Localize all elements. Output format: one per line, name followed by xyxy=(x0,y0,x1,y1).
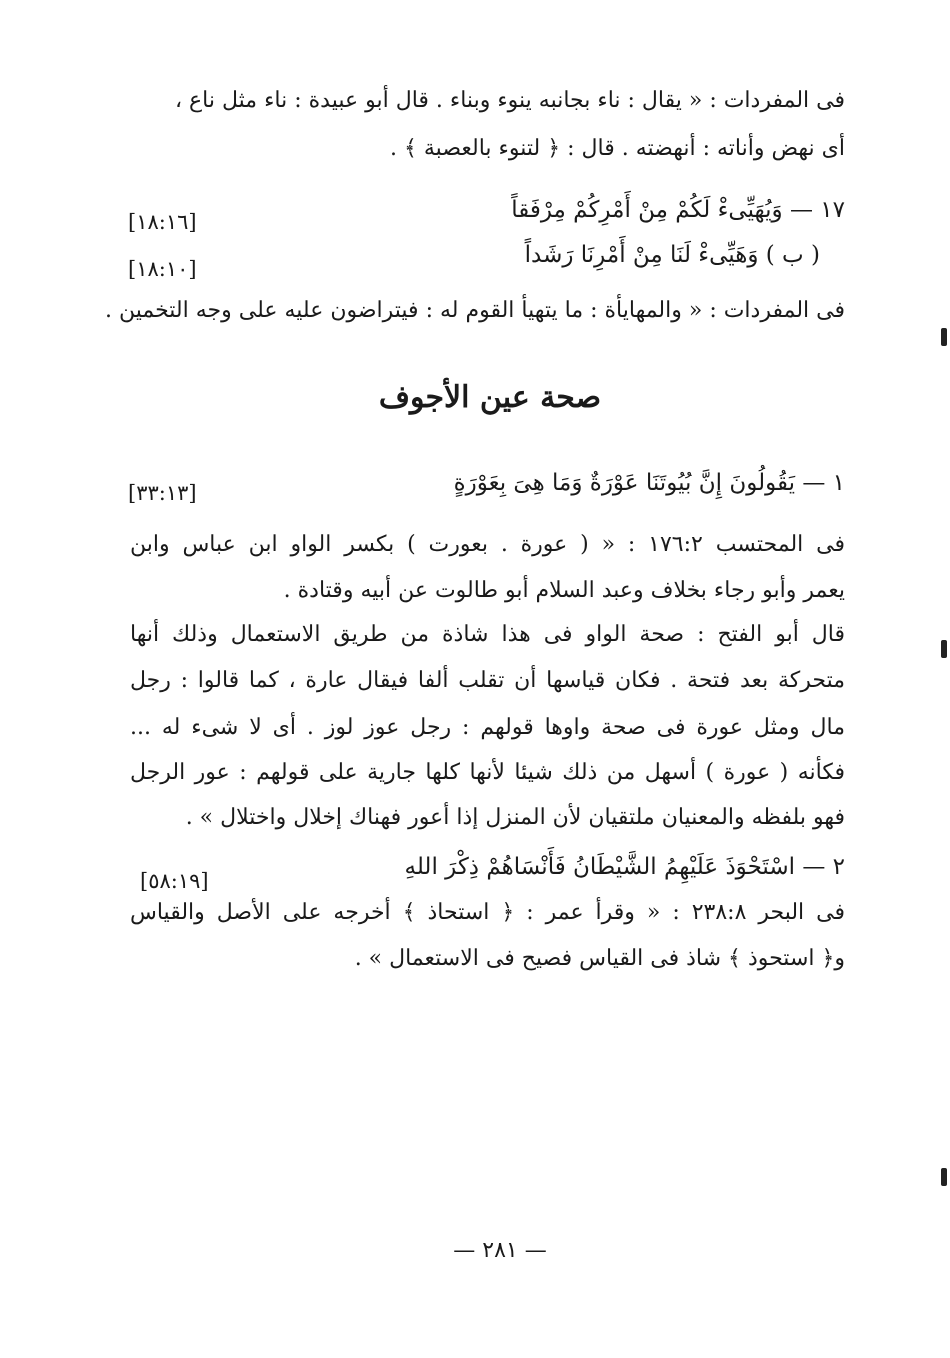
mufradat-line-2: أى نهض وأناته : أنهضته . قال : ﴿ لتنوء بالعصبة ﴾ . xyxy=(390,136,845,161)
bahr-line-2: و﴿ استحوذ ﴾ شاذ فى القياس فصيح فى الاستعمال » . xyxy=(354,946,845,971)
muhtasab-line-2: يعمر وأبو رجاء بخلاف وعبد السلام أبو طالوت عن أبيه وقتادة . xyxy=(283,578,845,603)
verse-1: ١ — يَقُولُونَ إِنَّ بُيُوتَنَا عَوْرَةٌ وَمَا هِىَ بِعَوْرَةٍ xyxy=(453,470,845,496)
verse-1-reference: [٣٣:١٣] xyxy=(128,481,197,505)
abu-alfath-line-2: متحركة بعد فتحة . فكان قياسها أن تقلب ألفا فيقال عارة ، كما قالوا : رجل xyxy=(130,668,845,693)
abu-alfath-line-5: فهو بلفظه والمعنيان ملتقيان لأن المنزل إذا أعور فهناك إخلال واختلال » . xyxy=(185,805,845,830)
verse-17-reference: [١٨:١٦] xyxy=(128,210,197,234)
margin-mark xyxy=(941,640,947,658)
bahr-line-1: فى البحر ٢٣٨:٨ : « وقرأ عمر : ﴿ استحاذ ﴾ أخرجه على الأصل والقياس xyxy=(130,900,845,925)
page-number: — ٢٨١ — xyxy=(453,1238,547,1263)
verse-17b-reference: [١٨:١٠] xyxy=(128,257,197,281)
section-heading: صحة عين الأجوف xyxy=(378,380,602,415)
verse-17: ١٧ — وَيُهَيِّىءْ لَكُمْ مِنْ أَمْرِكُمْ مِرْفَقاً xyxy=(511,197,845,223)
abu-alfath-line-1: قال أبو الفتح : صحة الواو فى هذا شاذة من طريق الاستعمال وذلك أنها xyxy=(130,622,845,647)
margin-mark xyxy=(941,328,947,346)
abu-alfath-line-3: مال ومثل عورة فى صحة واوها قولهم : رجل عوز لوز . أى لا شىء له ... xyxy=(130,715,845,740)
margin-mark xyxy=(941,1168,947,1186)
verse-2: ٢ — اسْتَحْوَذَ عَلَيْهِمُ الشَّيْطَانُ فَأَنْسَاهُمْ ذِكْرَ اللهِ xyxy=(404,854,845,880)
muhtasab-line-1: فى المحتسب ١٧٦:٢ : « ( عورة . بعورت ) بكسر الواو ابن عباس وابن xyxy=(130,532,845,557)
mufradat-line-3: فى المفردات : « والمهايأة : ما يتهيأ القوم له : فيتراضون عليه على وجه التخمين . xyxy=(105,298,845,323)
verse-17b: ( ب ) وَهَيِّىءْ لَنَا مِنْ أَمْرِنَا رَشَداً xyxy=(524,242,820,268)
mufradat-line-1: فى المفردات : « يقال : ناء بجانبه ينوء وبناء . قال أبو عبيدة : ناء مثل ناع ، xyxy=(174,88,845,113)
verse-2-reference: [٥٨:١٩] xyxy=(140,869,209,893)
abu-alfath-line-4: فكأنه ( عورة ) أسهل من ذلك شيئا لأنها كلها جارية على قولهم : عور الرجل xyxy=(130,760,845,785)
